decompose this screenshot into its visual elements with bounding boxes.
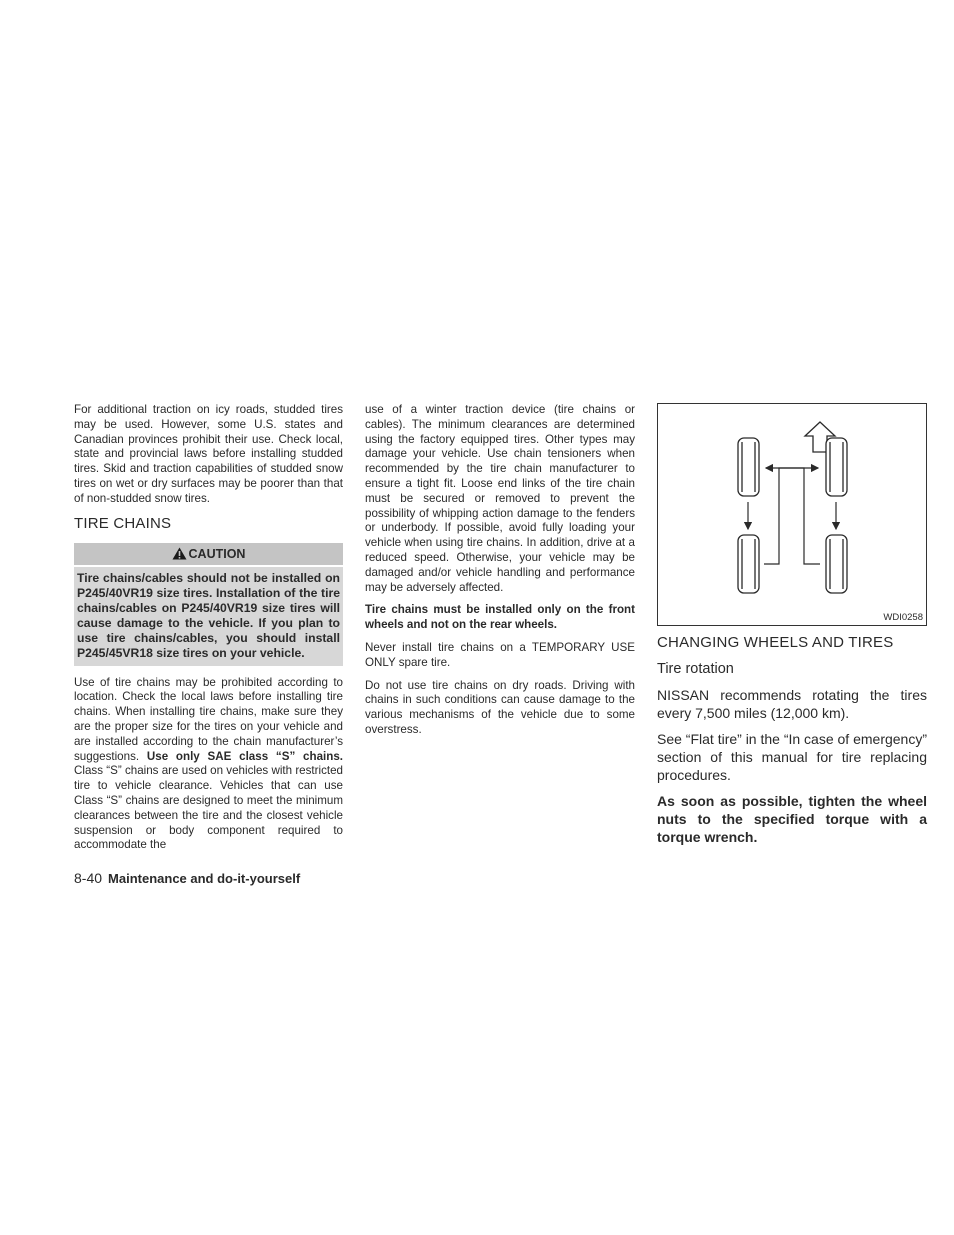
left-column (74, 403, 343, 861)
caution-box (74, 543, 343, 666)
front-left-tire (738, 438, 759, 496)
front-right-tire (826, 438, 847, 496)
caution-header (74, 543, 343, 567)
warning-triangle-icon (172, 547, 187, 560)
front-wheels-warning: Tire chains must be installed only on the front wheels and not on the rear wheels. (365, 603, 635, 632)
middle-column (365, 403, 635, 746)
rear-left-tire (738, 535, 759, 593)
cross-arrow-left-to-right (764, 468, 818, 564)
tire-rotation-diagram (658, 404, 926, 625)
rear-right-tire (826, 535, 847, 593)
cross-arrow-right-to-left (766, 468, 820, 564)
spare-tire-note: Never install tire chains on a TEMPORARY USE ONLY spare tire. (365, 640, 635, 669)
rotation-interval-paragraph: NISSAN recommends rotating the tires every 7,500 miles (12,000 km). (657, 687, 927, 721)
clearance-paragraph: use of a winter traction device (tire chains or cables). The minimum clearances are determined using the factory equipped tires. Other types may damage your vehicle. Use chain tensioners when recommended by the tire chain manufacturer to ensure a tight fit. Loose end links of the tire chain must be secured or removed to prevent the possibility of whipping action damage to the fenders or underbody. If possible, avoid fully loading your vehicle when using tire chains. In addition, drive at a reduced speed. Otherwise, your vehicle may be damaged and/or vehicle handling and performance may be adversely affected. (365, 403, 635, 594)
tire-chains-text-1: Use of tire chains may be prohibited according to location. Check the local laws before installing tire chains. When installing tire chains, make sure they are the proper size for the tires on your vehicle and are installed according to the chain manufacturer’s suggestions. (74, 675, 343, 763)
tire-rotation-subheading: Tire rotation (657, 661, 734, 677)
torque-warning: As soon as possible, tighten the wheel nuts to the specified torque with a torque wrench. (657, 793, 927, 845)
sae-class-note: Use only SAE class “S” chains. (146, 749, 343, 763)
tire-chains-paragraph (74, 676, 343, 854)
tire-chains-text-2: Class “S” chains are used on vehicles with restricted tire to vehicle clearance. Vehicles that can use Class “S” chains are designed to meet the minimum clearances between the tire and the closest vehicle suspension or body component required to accommodate the (74, 764, 343, 852)
right-column (657, 403, 927, 846)
tire-chains-heading: TIRE CHAINS (74, 514, 172, 532)
page-footer (74, 869, 300, 888)
page-number: 8-40 (74, 870, 103, 886)
caution-title: CAUTION (188, 546, 246, 561)
studded-tires-paragraph: For additional traction on icy roads, studded tires may be used. However, some U.S. states and Canadian provinces prohibit their use. Check local, state and provincial laws before installing studded tires. Skid and traction capabilities of studded snow tires on wet or dry surfaces may be poorer than that of non-studded snow tires. (74, 403, 343, 505)
figure-id-label: WDI0258 (883, 612, 923, 623)
caution-text: Tire chains/cables should not be installed on P245/40VR19 size tires. Installation of the tire chains/cables on P245/40VR19 size tires will cause damage to the vehicle. If you plan to use tire chains/cables, you should install P245/45VR18 size tires on your vehicle. (77, 570, 340, 660)
section-title: Maintenance and do-it-yourself (108, 871, 301, 886)
dry-roads-note: Do not use tire chains on dry roads. Driving with chains in such conditions can cause damage to the various mechanisms of the vehicle due to some overstress. (365, 678, 635, 736)
flat-tire-reference: See “Flat tire” in the “In case of emergency” section of this manual for tire replacing procedures. (657, 731, 927, 783)
tire-rotation-figure (657, 403, 927, 626)
changing-wheels-heading: CHANGING WHEELS AND TIRES (657, 634, 894, 651)
